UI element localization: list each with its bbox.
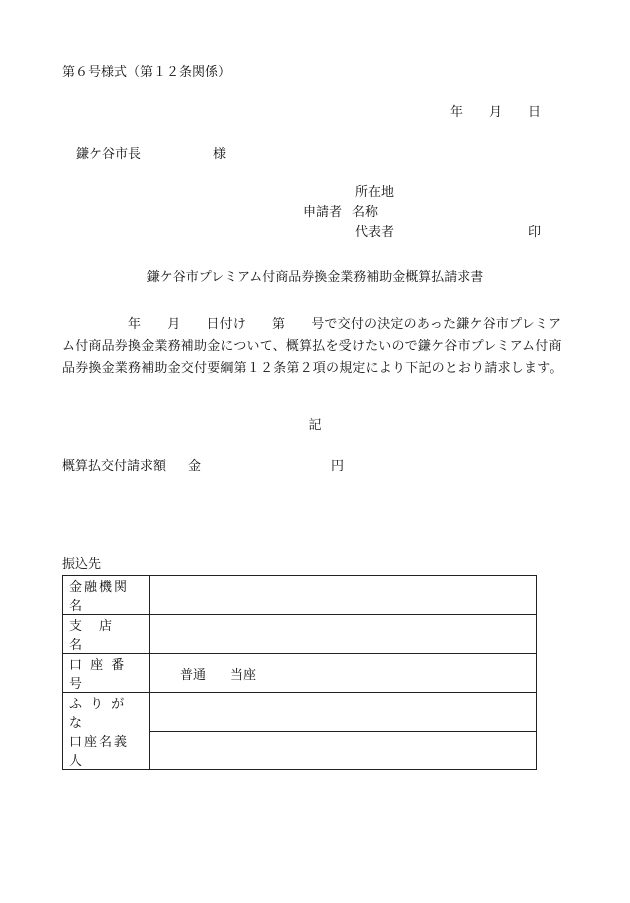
addressee-name: 鎌ケ谷市長 xyxy=(76,147,142,162)
furigana-label: ふ り が な xyxy=(63,693,150,732)
branch-field[interactable] xyxy=(150,615,537,654)
amount-label: 概算払交付請求額 xyxy=(62,459,167,474)
bank-row-account-number xyxy=(63,654,537,693)
bank-row-furigana xyxy=(63,693,537,732)
applicant-label: 申請者 xyxy=(303,205,343,220)
bank-row-institution xyxy=(63,576,537,615)
account-number-label: 口 座 番 号 xyxy=(63,654,150,693)
amount-kin: 金 xyxy=(188,459,202,474)
document-title: 鎌ケ谷市プレミアム付商品券換金業務補助金概算払請求書 xyxy=(146,270,484,285)
form-number: 第６号様式（第１２条関係） xyxy=(62,65,232,80)
account-type-current[interactable]: 当座 xyxy=(230,667,257,683)
body-text: 号で交付の決定のあった鎌ケ谷市プレミアム付商品券換金業務補助金について、概算払を受けたいので鎌ケ谷市プレミアム付商品券換金業務補助金交付要綱第１２条第２項の規定により下記のとおり請求します。 xyxy=(62,317,563,376)
amount-yen: 円 xyxy=(331,459,345,474)
account-number-field[interactable] xyxy=(150,654,537,693)
bank-table xyxy=(62,575,537,770)
request-body xyxy=(62,314,572,380)
amount-line xyxy=(62,458,344,476)
date-day-label: 日 xyxy=(528,105,542,120)
holder-field[interactable] xyxy=(150,731,537,770)
applicant-name-label: 名称 xyxy=(352,205,379,220)
ki-heading: 記 xyxy=(308,418,322,433)
addressee-suffix: 様 xyxy=(213,147,227,162)
body-number-prefix: 第 xyxy=(272,317,286,332)
applicant-name-line xyxy=(303,204,378,222)
applicant-address-label: 所在地 xyxy=(355,185,395,200)
bank-row-holder xyxy=(63,731,537,770)
account-type-ordinary[interactable]: 普通 xyxy=(180,667,207,683)
body-month: 月 xyxy=(167,317,181,332)
body-dated: 日付け xyxy=(206,317,247,332)
seal-mark: 印 xyxy=(528,225,542,240)
applicant-representative-label: 代表者 xyxy=(355,225,395,240)
holder-label: 口座名義人 xyxy=(63,731,150,770)
furigana-field[interactable] xyxy=(150,693,537,732)
institution-label: 金融機関名 xyxy=(63,576,150,615)
date-year-label: 年 xyxy=(450,105,464,120)
branch-label: 支 店 名 xyxy=(63,615,150,654)
body-year: 年 xyxy=(128,317,142,332)
bank-heading: 振込先 xyxy=(62,557,102,572)
date-month-label: 月 xyxy=(489,105,503,120)
institution-field[interactable] xyxy=(150,576,537,615)
addressee xyxy=(76,146,226,164)
date-line xyxy=(450,104,541,122)
bank-row-branch xyxy=(63,615,537,654)
